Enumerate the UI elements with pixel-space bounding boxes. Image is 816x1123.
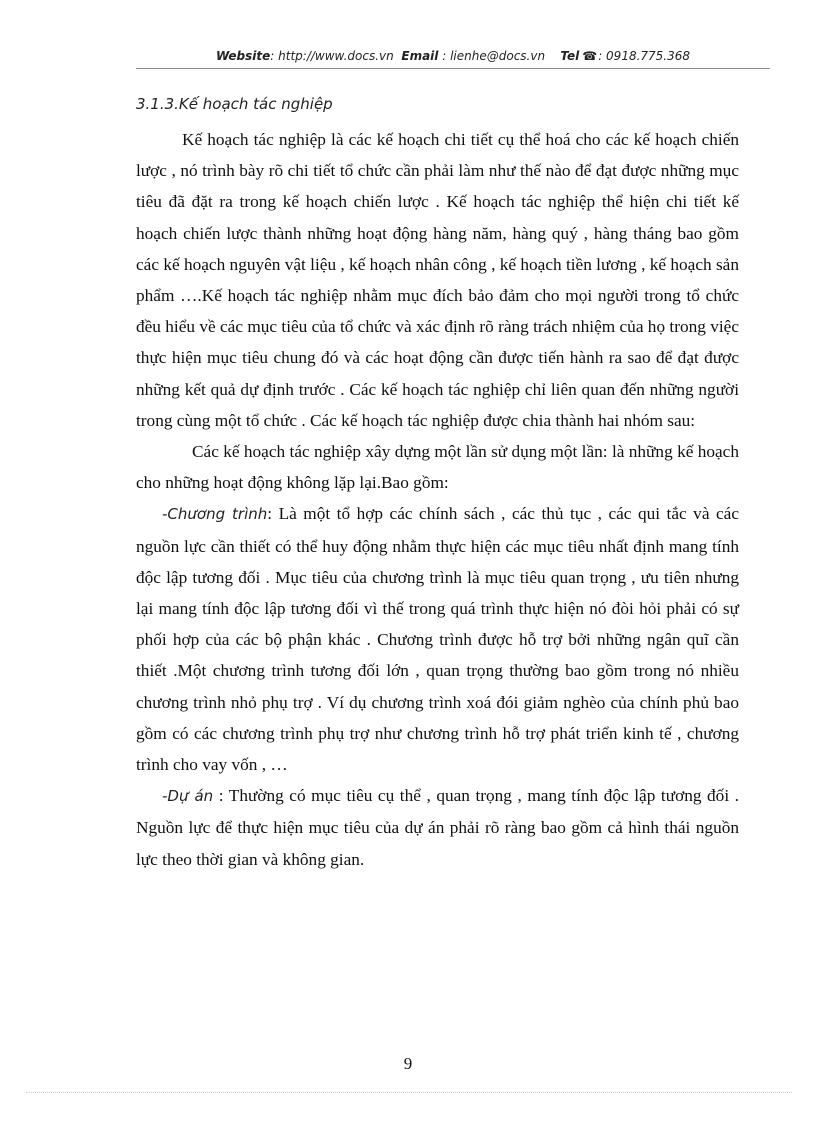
paragraph-intro: Kế hoạch tác nghiệp là các kế hoạch chi tiết cụ thể hoá cho các kế hoạch chiến lược , nó trình bày rõ chi tiết tổ chức cần phải làm như thế nào để đạt được những mục tiêu đã đặt ra trong kế hoạch chiến lược . Kế hoạch tác nghiệp thể hiện chi tiết kế hoạch chiến lược thành những hoạt động hàng năm, hàng quý , hàng tháng bao gồm các kế hoạch nguyên vật liệu , kế hoạch nhân công , kế hoạch tiền lương , kế hoạch sản phẩm ….Kế hoạch tác nghiệp nhằm mục đích bảo đảm cho mọi người trong tổ chức đều hiểu về các mục tiêu của tổ chức và xác định rõ ràng trách nhiệm của họ trong việc thực hiện mục tiêu chung đó và các hoạt động cần được tiến hành ra sao để đạt được những kết quả dự định trước . Các kế hoạch tác nghiệp chỉ liên quan đến những người trong cùng một tổ chức . Các kế hoạch tác nghiệp được chia thành hai nhóm sau: xyxy=(136,130,739,430)
phone-icon: ☎ xyxy=(582,49,598,63)
section-title: 3.1.3.Kế hoạch tác nghiệp xyxy=(136,95,333,113)
paragraph-program xyxy=(136,498,739,780)
email-label: Email xyxy=(401,49,439,63)
page-number: 9 xyxy=(403,1054,413,1073)
website-value: : http://www.docs.vn xyxy=(270,49,394,63)
program-text: : Là một tổ hợp các chính sách , các thủ tục , các qui tắc và các nguồn lực cần thiết có thể huy động nhằm thực hiện các mục tiêu nhất định mang tính độc lập tương đối . Mục tiêu của chương trình là mục tiêu quan trọng , ưu tiên nhưng lại mang tính độc lập tương đối vì thế trong quá trình thực hiện nó đòi hỏi phải có sự phối hợp của các bộ phận khác . Chương trình được hỗ trợ bởi những ngân quĩ cần thiết .Một chương trình tương đối lớn , quan trọng thường bao gồm trong nó nhiều chương trình nhỏ phụ trợ . Ví dụ chương trình xoá đói giảm nghèo của chính phủ bao gồm có các chương trình phụ trợ như chương trình hỗ trợ phát triển kinh tế , chương trình cho vay vốn , … xyxy=(136,504,739,775)
paragraph-project xyxy=(136,780,739,875)
project-label: -Dự án xyxy=(162,787,214,806)
email-value: : lienhe@docs.vn xyxy=(442,49,546,63)
program-label: -Chương trình xyxy=(162,505,268,524)
footer-divider xyxy=(26,1092,792,1093)
document-body xyxy=(136,124,739,875)
tel-value: : 0918.775.368 xyxy=(598,49,691,63)
page-header xyxy=(136,46,770,69)
tel-label: Tel xyxy=(560,49,580,63)
paragraph-one-time-plans: Các kế hoạch tác nghiệp xây dựng một lần sử dụng một lần: là những kế hoạch cho những hoạt động không lặp lại.Bao gồm: xyxy=(136,442,739,493)
project-text: : Thường có mục tiêu cụ thể , quan trọng , mang tính độc lập tương đối . Nguồn lực để thực hiện mục tiêu của dự án phải rõ ràng bao gồm cả hình thái nguồn lực theo thời gian và không gian. xyxy=(136,786,739,869)
website-label: Website xyxy=(215,49,271,63)
